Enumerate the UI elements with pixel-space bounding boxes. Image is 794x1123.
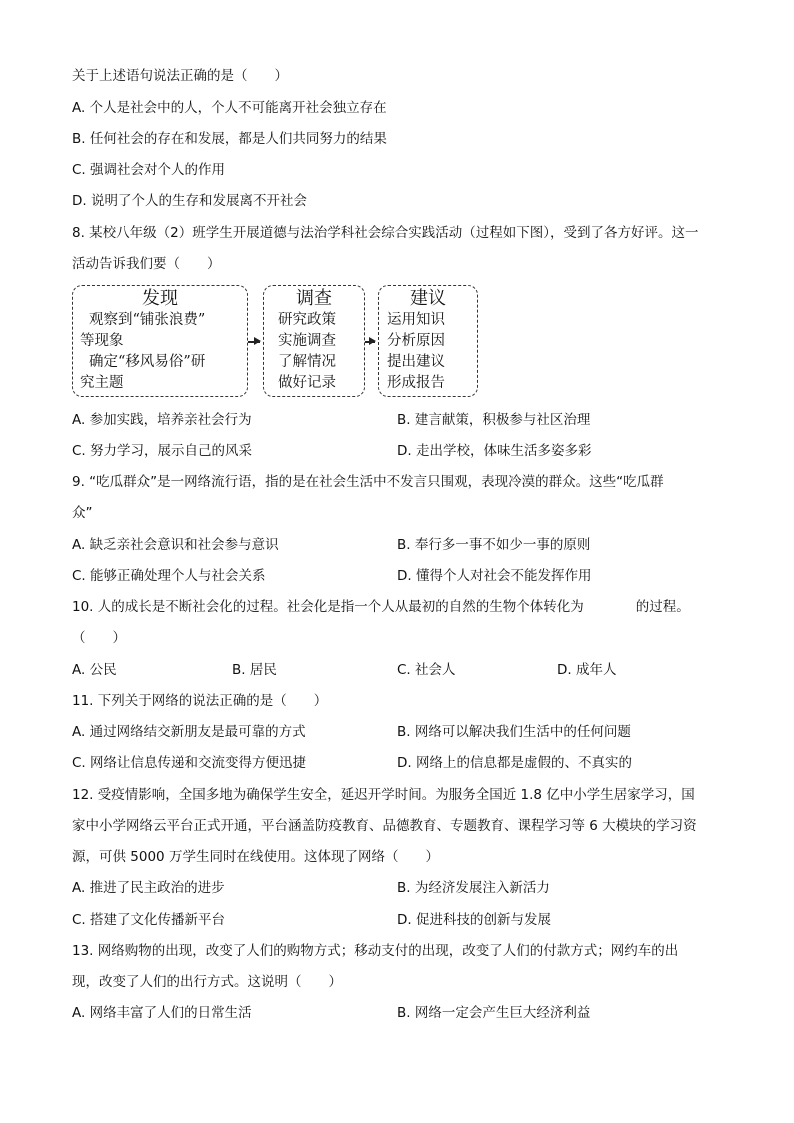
diagram-box-investigate-line: 研究政策 (278, 312, 336, 328)
q13-stem-line1: 13. 网络购物的出现，改变了人们的购物方式；移动支付的出现，改变了人们的付款方式；网约车的出 (72, 943, 679, 959)
diagram-arrow-1 (248, 341, 260, 343)
diagram-box-suggest (378, 285, 478, 397)
q9-option-a: A. 缺乏亲社会意识和社会参与意识 (72, 537, 279, 553)
q10-option-d: D. 成年人 (557, 662, 617, 678)
q8-option-b: B. 建言献策，积极参与社区治理 (397, 412, 591, 428)
diagram-box-suggest-line: 运用知识 (387, 312, 445, 328)
q9-stem-line2: 众” (72, 505, 93, 521)
diagram-box-investigate-line: 了解情况 (278, 354, 336, 370)
q11-option-d: D. 网络上的信息都是虚假的、不真实的 (397, 755, 632, 771)
diagram-box-investigate-title: 调查 (296, 288, 332, 309)
q7-stem: 关于上述语句说法正确的是（ ） (72, 68, 288, 84)
diagram-box-discover-title: 发现 (142, 288, 178, 309)
q9-option-b: B. 奉行多一事不如少一事的原则 (397, 537, 591, 553)
q12-option-c: C. 搭建了文化传播新平台 (72, 912, 226, 928)
diagram-box-suggest-title: 建议 (410, 288, 446, 309)
diagram-box-discover-line: 确定“移风易俗”研 (89, 354, 206, 370)
diagram-box-suggest-line: 形成报告 (387, 375, 445, 391)
q8-stem-line1: 8. 某校八年级（2）班学生开展道德与法治学科社会综合实践活动（过程如下图），受到了各方好评。这一 (72, 225, 699, 241)
diagram-box-suggest-line: 提出建议 (387, 354, 445, 370)
q12-option-a: A. 推进了民主政治的进步 (72, 880, 225, 896)
q8-option-a: A. 参加实践，培养亲社会行为 (72, 412, 252, 428)
diagram-box-investigate (263, 285, 365, 397)
diagram-box-investigate-line: 做好记录 (278, 375, 336, 391)
q8-stem-line2: 活动告诉我们要（ ） (72, 256, 221, 272)
diagram-box-discover-line: 究主题 (80, 375, 124, 391)
q11-option-c: C. 网络让信息传递和交流变得方便迅捷 (72, 755, 307, 771)
q13-option-a: A. 网络丰富了人们的日常生活 (72, 1005, 252, 1021)
q12-stem-line1: 12. 受疫情影响，全国多地为确保学生安全，延迟开学时间。为服务全国近 1.8 亿中小学生居家学习，国 (72, 787, 695, 803)
q10-option-c: C. 社会人 (397, 662, 456, 678)
q7-option-b: B. 任何社会的存在和发展，都是人们共同努力的结果 (72, 131, 387, 147)
q10-stem-part2: 的过程。 (635, 599, 690, 615)
q12-option-d: D. 促进科技的创新与发展 (397, 912, 551, 928)
q7-option-c: C. 强调社会对个人的作用 (72, 162, 226, 178)
diagram-box-discover (72, 285, 248, 397)
diagram-box-discover-line: 观察到“铺张浪费” (89, 312, 206, 328)
q10-option-b: B. 居民 (232, 662, 277, 678)
q10-stem-part1: 10. 人的成长是不断社会化的过程。社会化是指一个人从最初的自然的生物个体转化为 (72, 599, 584, 615)
q11-option-b: B. 网络可以解决我们生活中的任何问题 (397, 724, 631, 740)
diagram-box-suggest-line: 分析原因 (387, 333, 445, 349)
diagram-box-discover-line: 等现象 (80, 333, 124, 349)
q8-option-d: D. 走出学校，体味生活多姿多彩 (397, 443, 592, 459)
q9-option-c: C. 能够正确处理个人与社会关系 (72, 568, 266, 584)
diagram-arrow-2 (365, 341, 375, 343)
q9-stem-line1: 9. “吃瓜群众”是一网络流行语，指的是在社会生活中不发言只围观，表现冷漠的群众。这些“吃瓜群 (72, 474, 664, 490)
q11-option-a: A. 通过网络结交新朋友是最可靠的方式 (72, 724, 306, 740)
q8-option-c: C. 努力学习，展示自己的风采 (72, 443, 253, 459)
q10-stem-line1 (72, 597, 690, 617)
q11-stem: 11. 下列关于网络的说法正确的是（ ） (72, 693, 328, 709)
diagram-box-investigate-line: 实施调查 (278, 333, 336, 349)
q7-option-d: D. 说明了个人的生存和发展离不开社会 (72, 193, 307, 209)
q10-stem-line2: （ ） (72, 630, 126, 646)
q13-option-b: B. 网络一定会产生巨大经济利益 (397, 1005, 591, 1021)
q12-stem-line2: 家中小学网络云平台正式开通，平台涵盖防疫教育、品德教育、专题教育、课程学习等 6 大模块的学习资 (72, 818, 697, 834)
q12-stem-line3: 源，可供 5000 万学生同时在线使用。这体现了网络（ ） (72, 849, 439, 865)
q10-option-a: A. 公民 (72, 662, 117, 678)
q12-option-b: B. 为经济发展注入新活力 (397, 880, 550, 896)
q7-option-a: A. 个人是社会中的人，个人不可能离开社会独立存在 (72, 100, 387, 116)
q13-stem-line2: 现，改变了人们的出行方式。这说明（ ） (72, 974, 342, 990)
q9-option-d: D. 懂得个人对社会不能发挥作用 (397, 568, 592, 584)
